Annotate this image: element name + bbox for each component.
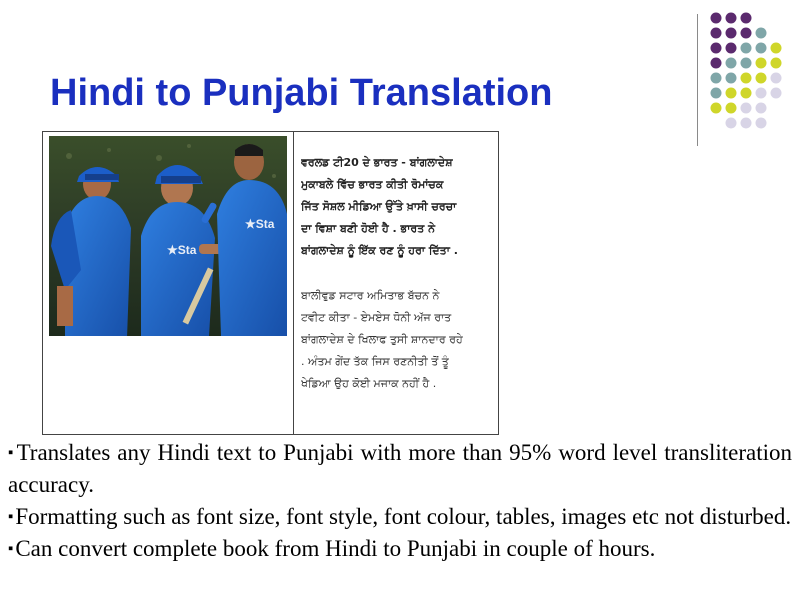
bullet-text: Translates any Hindi text to Punjabi with more than 95% word level transliteration accuracy. [8,440,792,497]
decorative-dot [756,73,767,84]
decorative-dot [726,13,737,24]
decorative-dot [711,28,722,39]
decorative-dot [756,58,767,69]
punjabi-line: ਬਾਲੀਵੁਡ ਸਟਾਰ ਅਮਿਤਾਭ ਬੱਚਨ ਨੇ [301,289,440,302]
bullet-item [8,533,792,565]
punjabi-line: ਬਾਂਗਲਾਦੇਸ਼ ਨੂੰ ਇੱਕ ਰਣ ਨੂੰ ਹਰਾ ਦਿੱਤਾ . [301,244,458,257]
punjabi-line: . ਅੰਤਮ ਗੇਂਦ ਤੱਕ ਜਿਸ ਰਣਨੀਤੀ ਤੋਂ ਤੂੰ [301,355,449,368]
bullet-item [8,501,792,533]
decorative-dot [726,118,737,129]
decorative-dot [726,73,737,84]
decorative-dot [741,58,752,69]
title-divider [697,14,698,146]
punjabi-line: ਦਾ ਵਿਸ਼ਾ ਬਣੀ ਹੋਈ ਹੈ . ਭਾਰਤ ਨੇ [301,222,435,235]
column-separator [293,132,294,434]
decorative-dot [756,88,767,99]
translation-sample [42,131,499,435]
decorative-dot [726,43,737,54]
decorative-dot [741,118,752,129]
punjabi-paragraph-1 [301,152,496,262]
decorative-dot [756,43,767,54]
decorative-dot [711,103,722,114]
punjabi-line: ਖੇਡਿਆ ਉਹ ਕੋਈ ਮਜਾਕ ਨਹੀਂ ਹੈ . [301,377,437,390]
bullet-marker: ▪ [8,509,14,525]
svg-text:★Sta: ★Sta [167,243,197,257]
decorative-dot [711,58,722,69]
bullet-marker: ▪ [8,541,14,557]
decorative-dot [726,103,737,114]
bullet-text: Can convert complete book from Hindi to Punjabi in couple of hours. [15,536,656,561]
decorative-dot [756,103,767,114]
punjabi-line: ਟਵੀਟ ਕੀਤਾ - ਏਮਏਸ ਧੋਨੀ ਅੱਜ ਰਾਤ [301,311,452,324]
decorative-dot [741,13,752,24]
cricket-team-photo [49,136,287,336]
punjabi-line: ਜਿੱਤ ਸੋਸ਼ਲ ਮੀਡਿਆ ਉੱਤੇ ਖ਼ਾਸੀ ਚਰਚਾ [301,200,457,213]
decorative-dot [741,73,752,84]
decorative-dot [771,58,782,69]
bullet-list [8,437,792,565]
decorative-dot [711,43,722,54]
punjabi-line: ਵਰਲਡ ਟੀ20 ਦੇ ਭਾਰਤ - ਬਾਂਗਲਾਦੇਸ਼ [301,156,453,169]
bullet-item [8,437,792,501]
decorative-dot [741,88,752,99]
decorative-dot [771,88,782,99]
decorative-dot [726,28,737,39]
decorative-dot [741,28,752,39]
decorative-dot [711,13,722,24]
slide-title: Hindi to Punjabi Translation [50,72,553,114]
decorative-dot [726,58,737,69]
decorative-dot [726,88,737,99]
bullet-text: Formatting such as font size, font style, font colour, tables, images etc not disturbed. [15,504,792,529]
decorative-dot [741,103,752,114]
decorative-dot [711,73,722,84]
bullet-marker: ▪ [8,445,15,461]
punjabi-line: ਮੁਕਾਬਲੇ ਵਿੱਚ ਭਾਰਤ ਕੀਤੀ ਰੋਮਾਂਚਕ [301,178,444,191]
decorative-dot [741,43,752,54]
photo-illustration [49,136,287,336]
punjabi-paragraph-2 [301,285,496,395]
punjabi-line: ਬਾਂਗਲਾਦੇਸ਼ ਦੇ ਖਿਲਾਫ ਤੁਸੀ ਸ਼ਾਨਦਾਰ ਰਹੇ [301,333,463,346]
decorative-dot [756,28,767,39]
decorative-dot [771,73,782,84]
decorative-dot [711,88,722,99]
decorative-dot [756,118,767,129]
svg-text:★Sta: ★Sta [245,217,275,231]
decorative-dot [771,43,782,54]
